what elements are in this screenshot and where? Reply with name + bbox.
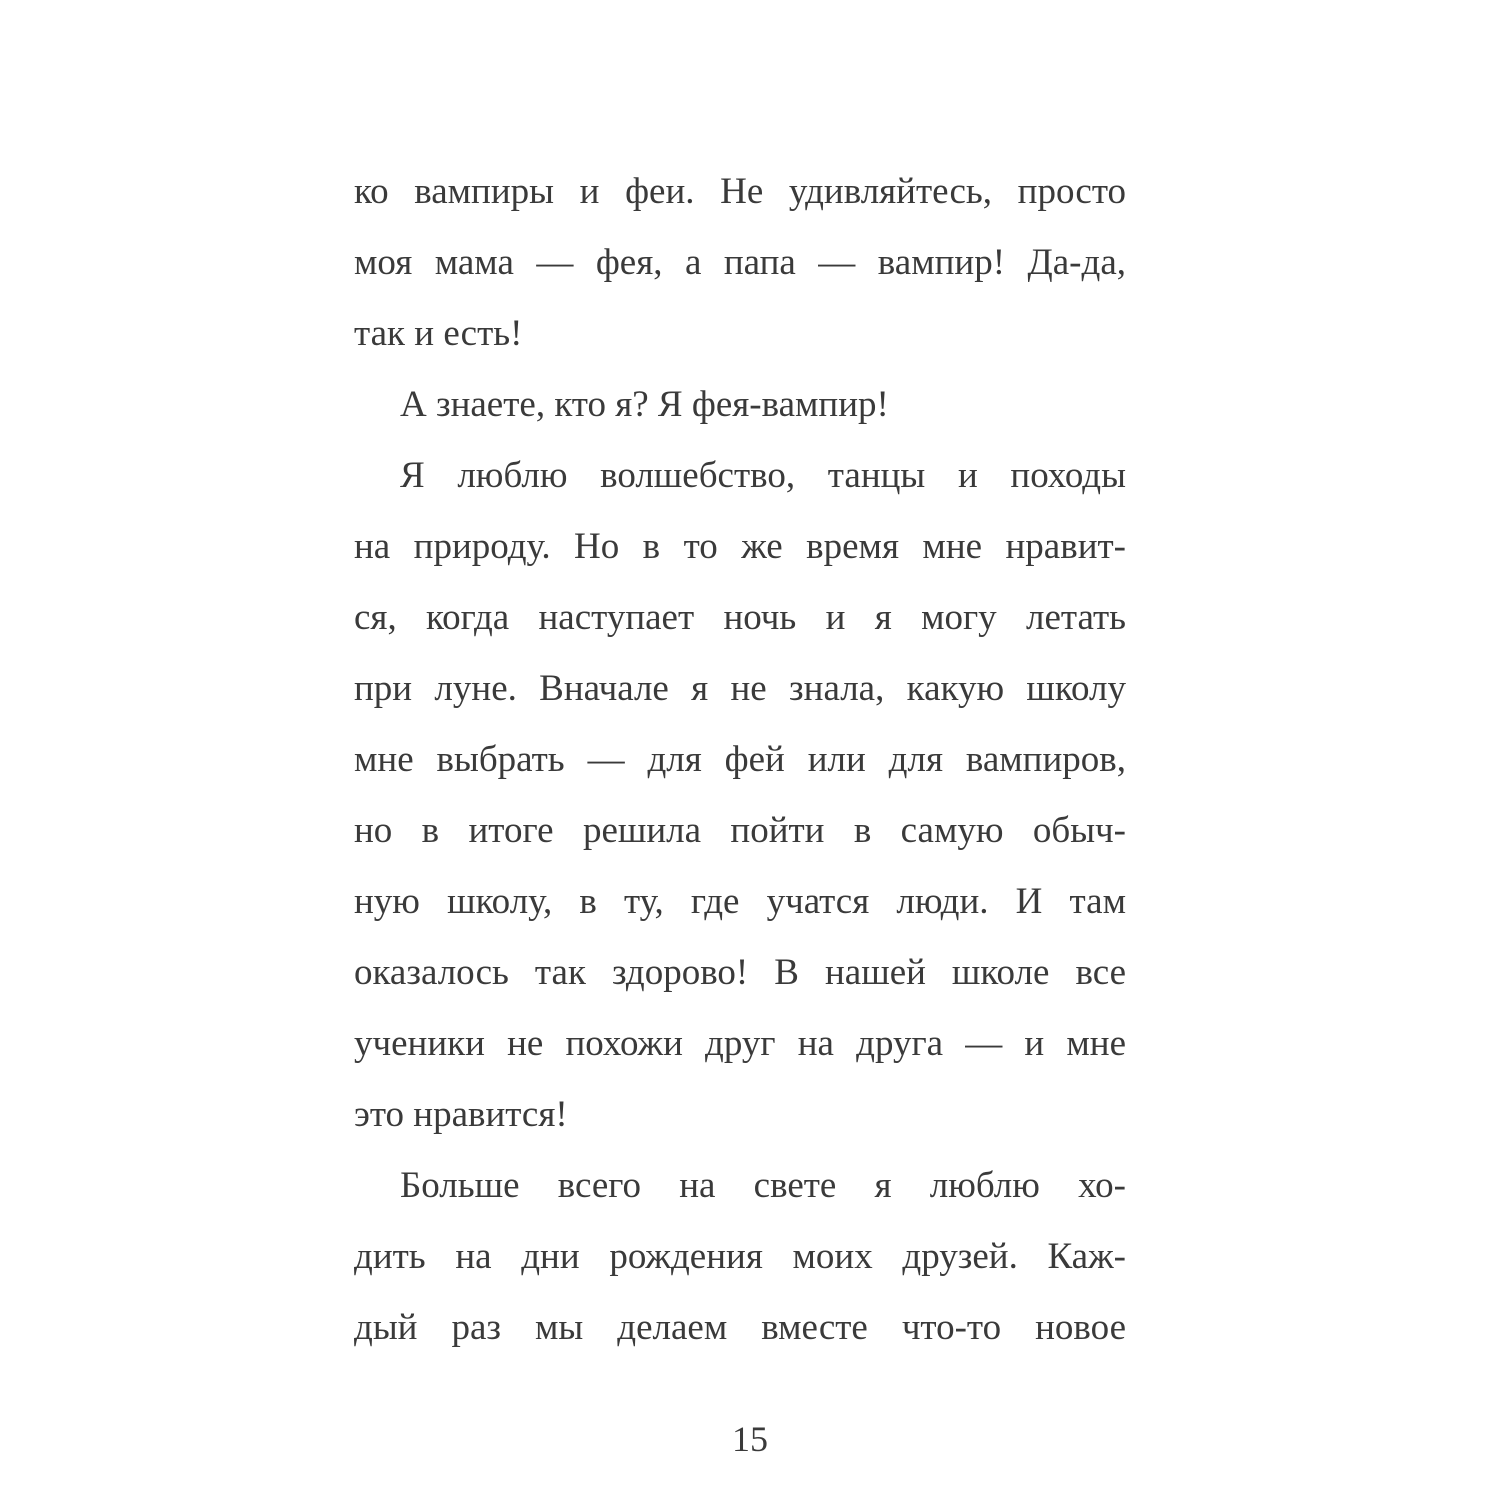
text-line: моя мама — фея, а папа — вампир! Да-да,	[354, 242, 1126, 283]
text-line: Больше всего на свете я люблю хо-	[400, 1165, 1126, 1206]
text-line: мне выбрать — для фей или для вампиров,	[354, 739, 1126, 780]
text-line: дить на дни рождения моих друзей. Каж-	[354, 1236, 1126, 1277]
text-line: дый раз мы делаем вместе что-то новое	[354, 1307, 1126, 1348]
text-line: при луне. Вначале я не знала, какую школу	[354, 668, 1126, 709]
text-line: ся, когда наступает ночь и я могу летать	[354, 597, 1126, 638]
text-line: так и есть!	[354, 313, 523, 354]
text-line: ную школу, в ту, где учатся люди. И там	[354, 881, 1126, 922]
body-text	[354, 162, 1126, 1369]
text-line: это нравится!	[354, 1094, 568, 1135]
text-line: оказалось так здорово! В нашей школе все	[354, 952, 1126, 993]
text-line: но в итоге решила пойти в самую обыч-	[354, 810, 1126, 851]
text-line: ко вампиры и феи. Не удивляйтесь, просто	[354, 171, 1126, 212]
text-line: А знаете, кто я? Я фея-вампир!	[400, 384, 889, 425]
text-line: на природу. Но в то же время мне нравит-	[354, 526, 1126, 567]
text-line: ученики не похожи друг на друга — и мне	[354, 1023, 1126, 1064]
page-number: 15	[732, 1419, 768, 1459]
text-line: Я люблю волшебство, танцы и походы	[400, 455, 1126, 496]
